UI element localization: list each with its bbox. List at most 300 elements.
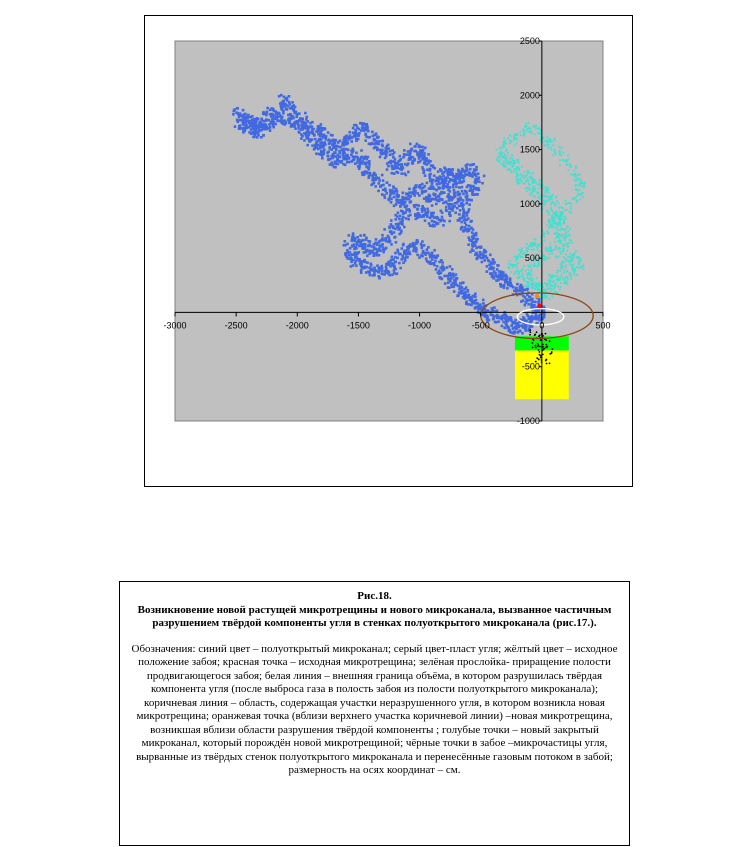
- blue-point: [451, 203, 454, 206]
- blue-point: [382, 189, 385, 192]
- cyan-point: [554, 212, 556, 214]
- blue-point: [241, 116, 244, 119]
- cyan-point: [572, 174, 574, 176]
- blue-point: [462, 296, 465, 299]
- blue-point: [535, 314, 538, 317]
- blue-point: [422, 252, 425, 255]
- blue-point: [475, 193, 478, 196]
- blue-point: [446, 176, 449, 179]
- cyan-point: [559, 289, 561, 291]
- cyan-point: [520, 252, 522, 254]
- blue-point: [291, 101, 294, 104]
- cyan-point: [533, 282, 535, 284]
- blue-point: [466, 290, 469, 293]
- blue-point: [427, 252, 430, 255]
- blue-point: [394, 158, 397, 161]
- blue-point: [425, 257, 428, 260]
- blue-point: [266, 107, 269, 110]
- blue-point: [367, 168, 370, 171]
- blue-point: [386, 271, 389, 274]
- blue-point: [445, 275, 448, 278]
- cyan-point: [527, 248, 529, 250]
- cyan-point: [558, 237, 560, 239]
- cyan-point: [563, 256, 565, 258]
- blue-point: [391, 256, 394, 259]
- blue-point: [477, 255, 480, 258]
- blue-point: [301, 118, 304, 121]
- cyan-point: [550, 246, 552, 248]
- blue-point: [396, 167, 399, 170]
- blue-point: [252, 126, 255, 129]
- blue-point: [320, 123, 323, 126]
- cyan-point: [556, 269, 558, 271]
- x-tick-label: -1500: [346, 320, 370, 331]
- blue-point: [474, 233, 477, 236]
- cyan-point: [555, 227, 557, 229]
- blue-point: [294, 127, 297, 130]
- blue-point: [504, 274, 507, 277]
- cyan-point: [523, 175, 525, 177]
- cyan-point: [530, 193, 532, 195]
- cyan-point: [557, 225, 559, 227]
- cyan-point: [554, 205, 556, 207]
- cyan-point: [527, 170, 529, 172]
- cyan-point: [562, 223, 564, 225]
- blue-point: [273, 121, 276, 124]
- blue-point: [359, 158, 362, 161]
- cyan-point: [566, 160, 568, 162]
- cyan-point: [559, 159, 561, 161]
- cyan-point: [547, 231, 549, 233]
- cyan-point: [531, 280, 533, 282]
- blue-point: [471, 231, 474, 234]
- cyan-point: [537, 248, 539, 250]
- blue-point: [499, 317, 502, 320]
- blue-point: [450, 199, 453, 202]
- cyan-point: [543, 187, 545, 189]
- blue-point: [392, 225, 395, 228]
- cyan-point: [556, 275, 558, 277]
- blue-point: [284, 123, 287, 126]
- cyan-point: [559, 219, 561, 221]
- blue-point: [417, 153, 420, 156]
- cyan-point: [556, 233, 558, 235]
- cyan-point: [540, 197, 542, 199]
- blue-point: [368, 266, 371, 269]
- blue-point: [448, 171, 451, 174]
- blue-point: [409, 150, 412, 153]
- blue-point: [290, 125, 293, 128]
- black-point: [542, 346, 544, 348]
- blue-point: [433, 220, 436, 223]
- blue-point: [421, 210, 424, 213]
- blue-point: [341, 144, 344, 147]
- cyan-point: [516, 166, 518, 168]
- blue-point: [421, 240, 424, 243]
- cyan-point: [514, 168, 516, 170]
- blue-point: [269, 126, 272, 129]
- cyan-point: [539, 263, 541, 265]
- black-point: [534, 333, 536, 335]
- blue-point: [379, 185, 382, 188]
- blue-point: [367, 136, 370, 139]
- cyan-point: [576, 266, 578, 268]
- blue-point: [385, 237, 388, 240]
- blue-point: [377, 266, 380, 269]
- blue-point: [472, 245, 475, 248]
- cyan-point: [499, 147, 501, 149]
- cyan-point: [554, 291, 556, 293]
- blue-point: [281, 109, 284, 112]
- blue-point: [355, 264, 358, 267]
- cyan-point: [560, 154, 562, 156]
- blue-point: [490, 261, 493, 264]
- blue-point: [461, 290, 464, 293]
- blue-point: [474, 181, 477, 184]
- blue-point: [393, 272, 396, 275]
- cyan-point: [568, 234, 570, 236]
- blue-point: [327, 139, 330, 142]
- cyan-point: [553, 202, 555, 204]
- cyan-point: [538, 188, 540, 190]
- blue-point: [389, 153, 392, 156]
- blue-point: [502, 321, 505, 324]
- blue-point: [363, 234, 366, 237]
- blue-point: [429, 160, 432, 163]
- blue-point: [394, 252, 397, 255]
- cyan-point: [549, 253, 551, 255]
- blue-point: [352, 264, 355, 267]
- blue-point: [492, 258, 495, 261]
- cyan-point: [557, 221, 559, 223]
- cyan-point: [575, 167, 577, 169]
- cyan-point: [565, 232, 567, 234]
- blue-point: [360, 243, 363, 246]
- blue-point: [449, 278, 452, 281]
- cyan-point: [548, 144, 550, 146]
- black-point: [535, 346, 537, 348]
- cyan-point: [552, 217, 554, 219]
- blue-point: [455, 273, 458, 276]
- cyan-point: [517, 182, 519, 184]
- cyan-point: [509, 163, 511, 165]
- blue-point: [426, 160, 429, 163]
- blue-point: [250, 132, 253, 135]
- blue-point: [423, 244, 426, 247]
- blue-point: [442, 187, 445, 190]
- blue-point: [457, 294, 460, 297]
- cyan-point: [516, 142, 518, 144]
- blue-point: [441, 268, 444, 271]
- blue-point: [344, 136, 347, 139]
- cyan-point: [514, 145, 516, 147]
- blue-point: [324, 143, 327, 146]
- blue-point: [421, 150, 424, 153]
- cyan-point: [576, 190, 578, 192]
- cyan-point: [507, 137, 509, 139]
- blue-point: [519, 287, 522, 290]
- blue-point: [378, 179, 381, 182]
- blue-point: [382, 179, 385, 182]
- cyan-point: [553, 287, 555, 289]
- cyan-point: [558, 154, 560, 156]
- cyan-point: [503, 137, 505, 139]
- blue-point: [473, 300, 476, 303]
- cyan-point: [521, 166, 523, 168]
- cyan-point: [528, 171, 530, 173]
- cyan-point: [538, 245, 540, 247]
- blue-point: [312, 128, 315, 131]
- blue-point: [430, 213, 433, 216]
- blue-point: [421, 158, 424, 161]
- blue-point: [395, 203, 398, 206]
- blue-point: [390, 230, 393, 233]
- blue-point: [454, 211, 457, 214]
- blue-point: [404, 201, 407, 204]
- blue-point: [461, 170, 464, 173]
- cyan-point: [501, 154, 503, 156]
- blue-point: [407, 171, 410, 174]
- cyan-point: [517, 159, 519, 161]
- cyan-point: [538, 192, 540, 194]
- blue-point: [366, 261, 369, 264]
- blue-point: [357, 128, 360, 131]
- blue-point: [358, 167, 361, 170]
- cyan-point: [570, 208, 572, 210]
- cyan-point: [515, 137, 517, 139]
- blue-point: [349, 247, 352, 250]
- blue-point: [364, 128, 367, 131]
- blue-point: [270, 107, 273, 110]
- blue-point: [396, 201, 399, 204]
- blue-point: [365, 172, 368, 175]
- cyan-point: [551, 274, 553, 276]
- cyan-point: [513, 139, 515, 141]
- cyan-point: [526, 122, 528, 124]
- blue-point: [476, 302, 479, 305]
- blue-point: [362, 122, 365, 125]
- blue-point: [352, 259, 355, 262]
- blue-point: [388, 274, 391, 277]
- blue-point: [474, 302, 477, 305]
- blue-point: [413, 150, 416, 153]
- blue-point: [441, 261, 444, 264]
- blue-point: [260, 136, 263, 139]
- cyan-point: [565, 253, 567, 255]
- blue-point: [393, 265, 396, 268]
- blue-point: [399, 205, 402, 208]
- blue-point: [433, 188, 436, 191]
- cyan-point: [527, 187, 529, 189]
- cyan-point: [525, 130, 527, 132]
- blue-point: [398, 202, 401, 205]
- blue-point: [445, 180, 448, 183]
- blue-point: [394, 236, 397, 239]
- blue-point: [393, 172, 396, 175]
- blue-point: [478, 189, 481, 192]
- cyan-point: [563, 234, 565, 236]
- blue-point: [322, 127, 325, 130]
- cyan-point: [516, 170, 518, 172]
- cyan-point: [511, 171, 513, 173]
- blue-point: [357, 159, 360, 162]
- blue-point: [334, 160, 337, 163]
- blue-point: [405, 174, 408, 177]
- black-point: [545, 333, 547, 335]
- blue-point: [526, 288, 529, 291]
- cyan-point: [559, 225, 561, 227]
- blue-point: [460, 221, 463, 224]
- blue-point: [461, 174, 464, 177]
- blue-point: [422, 168, 425, 171]
- cyan-point: [551, 253, 553, 255]
- cyan-point: [516, 277, 518, 279]
- blue-point: [408, 191, 411, 194]
- blue-point: [327, 131, 330, 134]
- cyan-point: [547, 147, 549, 149]
- cyan-point: [555, 283, 557, 285]
- cyan-point: [559, 206, 561, 208]
- blue-point: [402, 243, 405, 246]
- blue-point: [354, 237, 357, 240]
- cyan-point: [565, 264, 567, 266]
- blue-point: [515, 287, 518, 290]
- cyan-point: [548, 192, 550, 194]
- cyan-point: [512, 266, 514, 268]
- blue-point: [450, 274, 453, 277]
- blue-point: [383, 228, 386, 231]
- blue-point: [404, 249, 407, 252]
- cyan-point: [550, 277, 552, 279]
- cyan-point: [566, 225, 568, 227]
- blue-point: [364, 139, 367, 142]
- cyan-point: [532, 279, 534, 281]
- blue-point: [367, 156, 370, 159]
- blue-point: [434, 260, 437, 263]
- blue-point: [455, 182, 458, 185]
- blue-point: [257, 134, 260, 137]
- cyan-point: [513, 256, 515, 258]
- blue-point: [398, 159, 401, 162]
- blue-point: [365, 238, 368, 241]
- blue-point: [461, 286, 464, 289]
- blue-point: [323, 149, 326, 152]
- blue-point: [440, 259, 443, 262]
- cyan-point: [516, 178, 518, 180]
- black-point: [538, 349, 540, 351]
- cyan-point: [548, 214, 550, 216]
- cyan-point: [567, 231, 569, 233]
- blue-point: [435, 203, 438, 206]
- black-point: [549, 340, 551, 342]
- blue-point: [429, 256, 432, 259]
- blue-point: [370, 251, 373, 254]
- cyan-point: [559, 164, 561, 166]
- blue-point: [469, 173, 472, 176]
- blue-point: [372, 173, 375, 176]
- cyan-point: [530, 266, 532, 268]
- cyan-point: [546, 140, 548, 142]
- blue-point: [442, 202, 445, 205]
- blue-point: [475, 166, 478, 169]
- cyan-point: [569, 253, 571, 255]
- y-tick-label: 1500: [519, 144, 540, 155]
- blue-point: [348, 131, 351, 134]
- blue-point: [414, 145, 417, 148]
- blue-point: [269, 113, 272, 116]
- blue-point: [471, 296, 474, 299]
- cyan-point: [566, 250, 568, 252]
- blue-point: [465, 202, 468, 205]
- cyan-point: [564, 261, 566, 263]
- blue-point: [367, 245, 370, 248]
- blue-point: [263, 113, 266, 116]
- x-tick-label: -500: [471, 320, 490, 331]
- cyan-point: [504, 140, 506, 142]
- blue-point: [387, 165, 390, 168]
- blue-point: [424, 174, 427, 177]
- cyan-point: [531, 269, 533, 271]
- blue-point: [440, 210, 443, 213]
- cyan-point: [563, 269, 565, 271]
- cyan-point: [521, 180, 523, 182]
- blue-point: [255, 121, 258, 124]
- blue-point: [394, 261, 397, 264]
- cyan-point: [581, 192, 583, 194]
- cyan-point: [539, 195, 541, 197]
- blue-point: [442, 224, 445, 227]
- cyan-point: [572, 198, 574, 200]
- blue-point: [387, 241, 390, 244]
- cyan-point: [551, 289, 553, 291]
- blue-point: [311, 144, 314, 147]
- cyan-point: [518, 178, 520, 180]
- blue-point: [428, 174, 431, 177]
- cyan-point: [524, 177, 526, 179]
- blue-point: [525, 299, 528, 302]
- cyan-point: [578, 263, 580, 265]
- cyan-point: [562, 262, 564, 264]
- blue-point: [349, 251, 352, 254]
- blue-point: [415, 204, 418, 207]
- blue-point: [242, 109, 245, 112]
- cyan-point: [513, 164, 515, 166]
- black-point: [538, 335, 540, 337]
- blue-point: [339, 140, 342, 143]
- blue-point: [350, 154, 353, 157]
- cyan-point: [545, 192, 547, 194]
- cyan-point: [515, 259, 517, 261]
- blue-point: [296, 114, 299, 117]
- cyan-point: [559, 251, 561, 253]
- blue-point: [381, 234, 384, 237]
- blue-point: [524, 301, 527, 304]
- blue-point: [388, 227, 391, 230]
- cyan-point: [543, 140, 545, 142]
- cyan-point: [523, 132, 525, 134]
- cyan-point: [545, 297, 547, 299]
- blue-point: [381, 145, 384, 148]
- cyan-point: [534, 288, 536, 290]
- cyan-point: [530, 242, 532, 244]
- cyan-point: [573, 252, 575, 254]
- blue-point: [344, 138, 347, 141]
- cyan-point: [550, 146, 552, 148]
- blue-point: [481, 261, 484, 264]
- blue-point: [512, 327, 515, 330]
- cyan-point: [536, 277, 538, 279]
- blue-point: [433, 225, 436, 228]
